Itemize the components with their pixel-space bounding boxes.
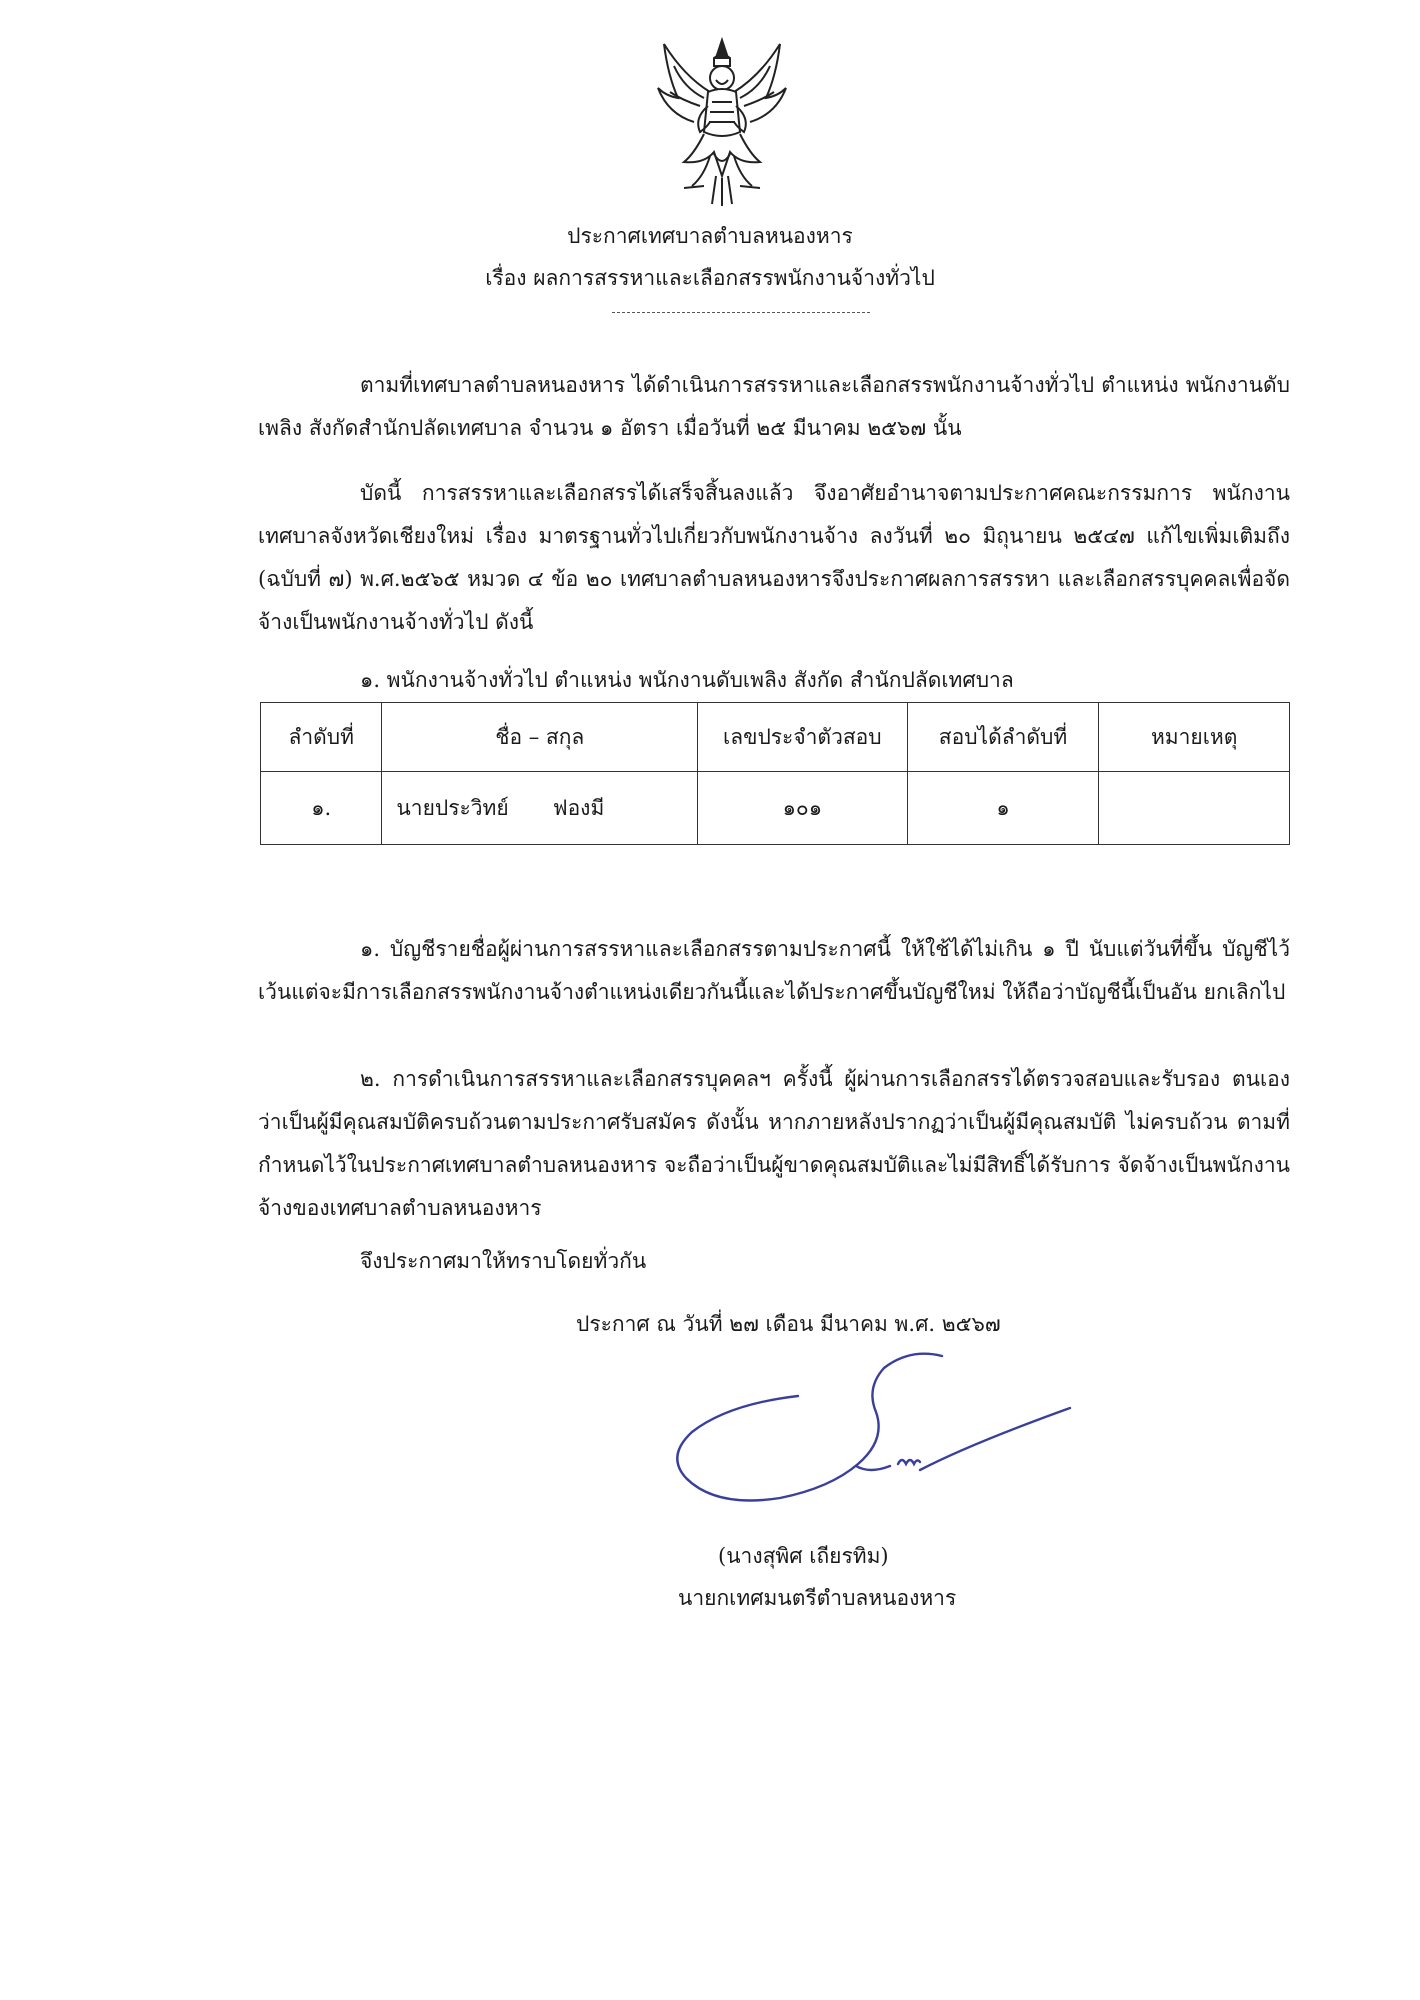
cell-exam-id: ๑๐๑ (698, 772, 908, 845)
paragraph-qualification-text: ๒. การดำเนินการสรรหาและเลือกสรรบุคคลฯ ครั้งนี้ ผู้ผ่านการเลือกสรรได้ตรวจสอบและรับรอง ตนเองว่าเป็นผู้มีคุณสมบัติครบถ้วนตามประกาศรับสมัคร ดังนั้น หากภายหลังปรากฏว่าเป็นผู้มีคุณสมบัติ ไม่ครบถ้วน ตามที่กำหนดไว้ในประกาศเทศบาลตำบลหนองหาร จะถือว่าเป็นผู้ขาดคุณสมบัติและไม่มีสิทธิ์ได้รับการ จัดจ้างเป็นพนักงานจ้างของเทศบาลตำบลหนองหาร (258, 1067, 1290, 1220)
paragraph-qualification (258, 1058, 1290, 1230)
col-header-rank: สอบได้ลำดับที่ (907, 703, 1099, 772)
paragraph-background-text: ตามที่เทศบาลตำบลหนองหาร ได้ดำเนินการสรรหาและเลือกสรรพนักงานจ้างทั่วไป ตำแหน่ง พนักงานดับเพลิง สังกัดสำนักปลัดเทศบาล จำนวน ๑ อัตรา เมื่อวันที่ ๒๕ มีนาคม ๒๕๖๗ นั้น (258, 373, 1290, 440)
table-row (261, 772, 1290, 845)
table-caption: ๑. พนักงานจ้างทั่วไป ตำแหน่ง พนักงานดับเพลิง สังกัด สำนักปลัดเทศบาล (360, 668, 1014, 692)
paragraph-authority-text: บัดนี้ การสรรหาและเลือกสรรได้เสร็จสิ้นลงแล้ว จึงอาศัยอำนาจตามประกาศคณะกรรมการ พนักงานเทศบาลจังหวัดเชียงใหม่ เรื่อง มาตรฐานทั่วไปเกี่ยวกับพนักงานจ้าง ลงวันที่ ๒๐ มิถุนายน ๒๕๔๗ แก้ไขเพิ่มเติมถึง (ฉบับที่ ๗) พ.ศ.๒๕๖๕ หมวด ๔ ข้อ ๒๐ เทศบาลตำบลหนองหารจึงประกาศผลการสรรหา และเลือกสรรบุคคลเพื่อจัดจ้างเป็นพนักงานจ้างทั่วไป ดังนี้ (258, 481, 1290, 634)
header-divider (612, 312, 870, 313)
garuda-emblem-icon (654, 36, 790, 208)
cell-name (382, 772, 698, 845)
paragraph-list-validity-text: ๑. บัญชีรายชื่อผู้ผ่านการสรรหาและเลือกสรรตามประกาศนี้ ให้ใช้ได้ไม่เกิน ๑ ปี นับแต่วันที่ขึ้น บัญชีไว้ เว้นแต่จะมีการเลือกสรรพนักงานจ้างตำแหน่งเดียวกันนี้และได้ประกาศขึ้นบัญชีใหม่ ให้ถือว่าบัญชีนี้เป็นอัน ยกเลิกไป (258, 937, 1290, 1004)
paragraph-list-validity (258, 928, 1290, 1014)
announcement-date: ประกาศ ณ วันที่ ๒๗ เดือน มีนาคม พ.ศ. ๒๕๖๗ (576, 1312, 1001, 1336)
paragraph-authority (258, 472, 1290, 644)
signature-icon (670, 1348, 1090, 1518)
announcement-subject: เรื่อง ผลการสรรหาและเลือกสรรพนักงานจ้างทั่วไป (485, 266, 935, 290)
cell-last-name: ฟองมี (552, 795, 605, 820)
cell-rank: ๑ (907, 772, 1099, 845)
table-header-row (261, 703, 1290, 772)
results-table (260, 702, 1290, 845)
paragraph-background (258, 364, 1290, 450)
announcement-title: ประกาศเทศบาลตำบลหนองหาร (567, 224, 853, 248)
col-header-order: ลำดับที่ (261, 703, 382, 772)
signer-title: นายกเทศมนตรีตำบลหนองหาร (678, 1586, 957, 1610)
signer-name: (นางสุพิศ เถียรทิม) (718, 1544, 889, 1568)
paragraph-closing: จึงประกาศมาให้ทราบโดยทั่วกัน (360, 1249, 647, 1273)
cell-note (1099, 772, 1290, 845)
col-header-name: ชื่อ – สกุล (382, 703, 698, 772)
cell-order: ๑. (261, 772, 382, 845)
col-header-note: หมายเหตุ (1099, 703, 1290, 772)
col-header-exam-id: เลขประจำตัวสอบ (698, 703, 908, 772)
cell-first-name: นายประวิทย์ (396, 795, 509, 820)
